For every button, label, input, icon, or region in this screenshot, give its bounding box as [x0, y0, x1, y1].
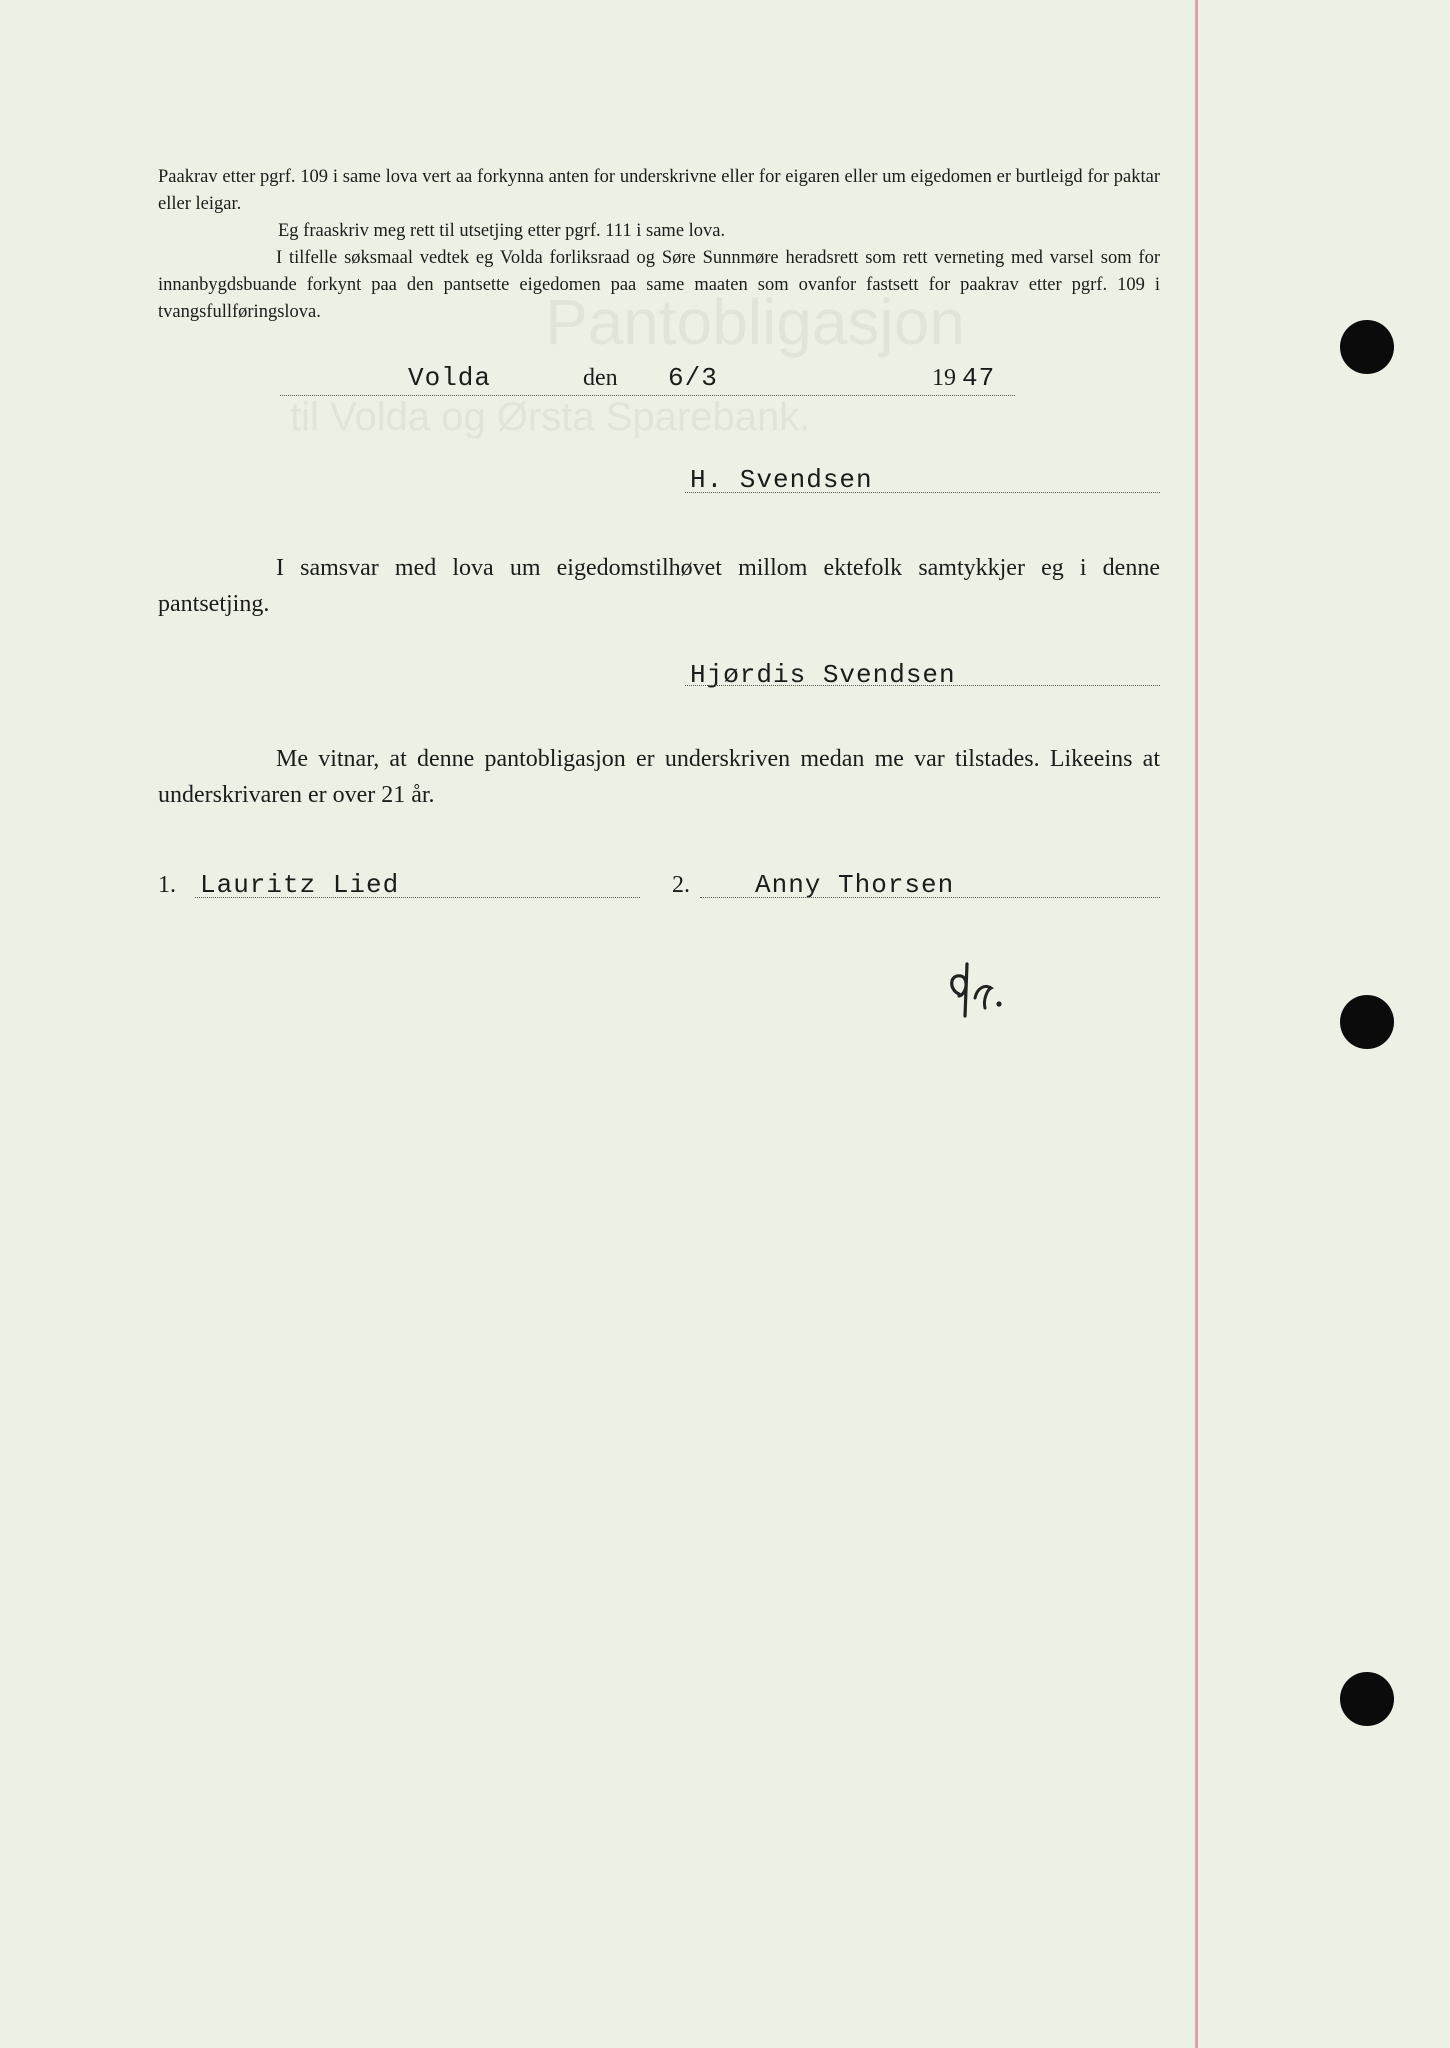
- handwritten-initials: [945, 960, 1025, 1020]
- year: 47: [962, 363, 996, 393]
- clause-utsetjing: Eg fraaskriv meg rett til utsetjing etter pgrf. 111 i same lova.: [278, 221, 726, 241]
- punch-hole-top: [1340, 320, 1394, 374]
- punch-hole-middle: [1340, 995, 1394, 1049]
- bleed-through-subheading: til Volda og Ørsta Sparebank.: [290, 395, 811, 439]
- witness-1-number: 1.: [158, 872, 176, 898]
- bleed-through-heading: Pantobligasjon: [545, 286, 965, 358]
- spouse-consent-text: I samsvar med lova um eigedomstilhøvet millom ektefolk samtykkjer eg i denne pantsetjing.: [158, 555, 1160, 617]
- place: Volda: [408, 363, 492, 393]
- year-prefix: 19: [932, 365, 956, 391]
- date: 6/3: [668, 363, 718, 393]
- witness-1-name: Lauritz Lied: [200, 870, 400, 900]
- witness-2-rule: [700, 897, 1160, 898]
- den-label: den: [583, 365, 618, 391]
- clause-verneting: I tilfelle søksmaal vedtek eg Volda forliksraad og Søre Sunnmøre heradsrett som rett verneting med varsel som for innanbygdsbuande forkynt paa den pantsette eigedomen paa same maaten som ovanfor fastsett for paakrav etter pgrf. 109 i tvangsfullføringslova.: [158, 248, 1160, 322]
- signatory-rule: [685, 492, 1160, 493]
- signatory-name: H. Svendsen: [690, 465, 873, 495]
- spouse-signature-rule: [685, 685, 1160, 686]
- punch-hole-bottom: [1340, 1672, 1394, 1726]
- witness-2-name: Anny Thorsen: [755, 870, 955, 900]
- witness-statement: Me vitnar, at denne pantobligasjon er underskriven medan me var tilstades. Likeeins at underskrivaren er over 21 år.: [158, 746, 1160, 808]
- spouse-signature: Hjørdis Svendsen: [690, 660, 956, 690]
- place-date-rule: [280, 395, 1015, 396]
- margin-line: [1195, 0, 1198, 2048]
- witness-1-rule: [195, 897, 640, 898]
- clause-paakrav: Paakrav etter pgrf. 109 i same lova vert aa forkynna anten for underskrivne eller for eigaren eller um eigedomen er burtleigd for paktar eller leigar.: [158, 167, 1160, 214]
- witness-2-number: 2.: [672, 872, 690, 898]
